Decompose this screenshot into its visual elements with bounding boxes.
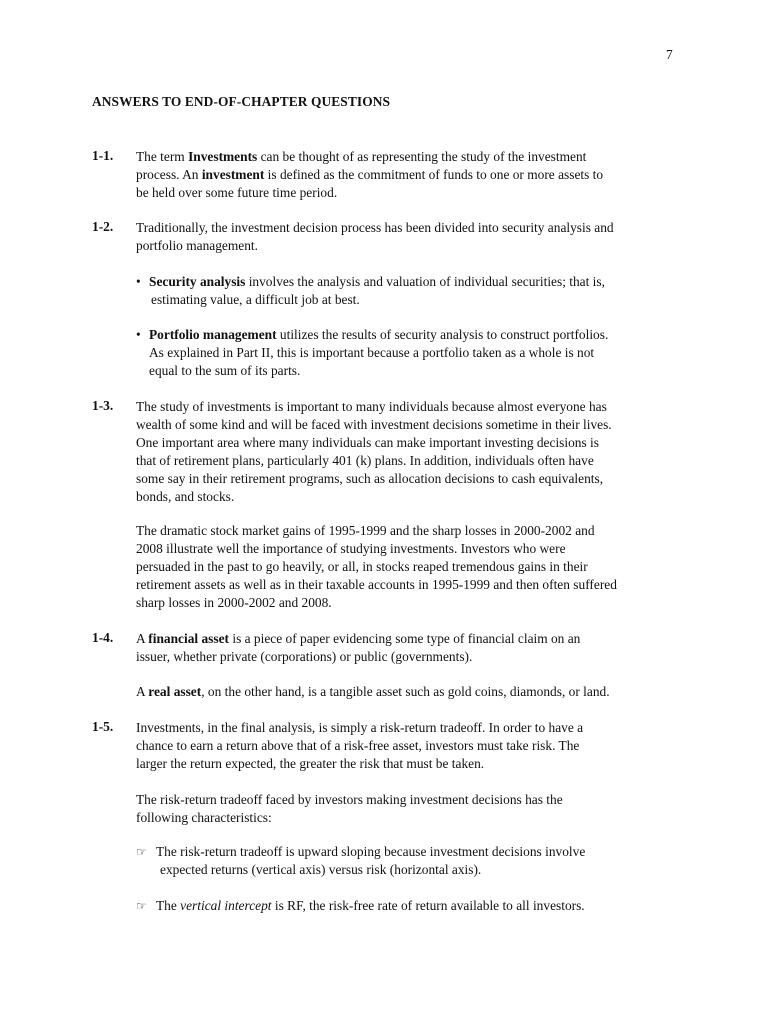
bullet-line: estimating value, a difficult job at best.: [151, 292, 360, 307]
pointing-hand-icon: ☞: [136, 845, 147, 859]
answer-line: A financial asset is a piece of paper evidencing some type of financial claim on an: [136, 631, 581, 646]
answer-1-3-paragraph-2: [136, 522, 696, 612]
answer-line: A real asset, on the other hand, is a tangible asset such as gold coins, diamonds, or land.: [136, 684, 610, 699]
answer-line: The risk-return tradeoff faced by investors making investment decisions has the: [136, 792, 563, 807]
bullet-icon: •: [136, 327, 141, 342]
characteristic-line: ☞ The vertical intercept is RF, the risk-free rate of return available to all investors.: [136, 898, 585, 913]
answer-line: process. An investment is defined as the commitment of funds to one or more assets to: [136, 167, 604, 182]
characteristic-vertical-intercept: [136, 897, 696, 915]
pointing-hand-icon: ☞: [136, 899, 147, 913]
bullet-security-analysis: [136, 273, 696, 309]
term-vertical-intercept: vertical intercept: [180, 898, 272, 913]
answer-line: some say in their retirement programs, such as allocation decisions to cash equivalents,: [136, 471, 604, 486]
answer-line: wealth of some kind and will be faced with investment decisions sometime in their lives.: [136, 417, 612, 432]
section-heading: ANSWERS TO END-OF-CHAPTER QUESTIONS: [92, 94, 391, 109]
term-investment: investment: [201, 167, 265, 182]
question-number-1-5: 1-5.: [92, 719, 114, 734]
question-number-1-2: 1-2.: [92, 219, 114, 234]
page-number: 7: [666, 47, 673, 62]
term-investments: Investments: [188, 149, 258, 164]
answer-line: portfolio management.: [136, 238, 258, 253]
question-number-1-3: 1-3.: [92, 398, 114, 413]
answer-line: sharp losses in 2000-2002 and 2008.: [136, 595, 332, 610]
characteristic-line: expected returns (vertical axis) versus risk (horizontal axis).: [160, 862, 482, 877]
answer-1-1: [136, 148, 696, 202]
bullet-line: • Security analysis involves the analysis and valuation of individual securities; that is,: [136, 274, 605, 289]
bullet-line: • Portfolio management utilizes the results of security analysis to construct portfolios.: [136, 327, 609, 342]
question-number-1-1: 1-1.: [92, 148, 114, 163]
term-financial-asset: financial asset: [148, 631, 229, 646]
answer-1-5-paragraph-1: [136, 719, 696, 773]
bullet-icon: •: [136, 274, 141, 289]
answer-line: The study of investments is important to many individuals because almost everyone has: [136, 399, 607, 414]
answer-line: bonds, and stocks.: [136, 489, 235, 504]
answer-line: larger the return expected, the greater the risk that must be taken.: [136, 756, 485, 771]
answer-1-2: [136, 219, 696, 255]
bullet-portfolio-management: [136, 326, 696, 380]
answer-line: chance to earn a return above that of a risk-free asset, investors must take risk. The: [136, 738, 580, 753]
characteristic-upward-sloping: [136, 843, 696, 879]
answer-line: 2008 illustrate well the importance of studying investments. Investors who were: [136, 541, 566, 556]
term-security-analysis: Security analysis: [149, 274, 246, 289]
term-portfolio-management: Portfolio management: [149, 327, 277, 342]
answer-line: The term Investments can be thought of as representing the study of the investment: [136, 149, 587, 164]
answer-line: issuer, whether private (corporations) or public (governments).: [136, 649, 473, 664]
answer-line: persuaded in the past to go heavily, or all, in stocks reaped tremendous gains in their: [136, 559, 588, 574]
answer-1-4-paragraph-2: [136, 683, 696, 701]
answer-line: retirement assets as well as in their taxable accounts in 1995-1999 and then often suffered: [136, 577, 617, 592]
answer-line: One important area where many individuals can make important investing decisions is: [136, 435, 599, 450]
characteristic-line: ☞ The risk-return tradeoff is upward sloping because investment decisions involve: [136, 844, 586, 859]
answer-line: be held over some future time period.: [136, 185, 338, 200]
bullet-line: equal to the sum of its parts.: [149, 363, 301, 378]
answer-line: Investments, in the final analysis, is simply a risk-return tradeoff. In order to have a: [136, 720, 584, 735]
answer-1-3-paragraph-1: [136, 398, 696, 506]
term-real-asset: real asset: [148, 684, 202, 699]
answer-line: following characteristics:: [136, 810, 272, 825]
answer-1-4-paragraph-1: [136, 630, 696, 666]
answer-line: The dramatic stock market gains of 1995-1999 and the sharp losses in 2000-2002 and: [136, 523, 595, 538]
bullet-line: As explained in Part II, this is important because a portfolio taken as a whole is not: [149, 345, 595, 360]
answer-1-5-paragraph-2: [136, 791, 696, 827]
answer-line: Traditionally, the investment decision process has been divided into security analysis and: [136, 220, 614, 235]
answer-line: that of retirement plans, particularly 401 (k) plans. In addition, individuals often have: [136, 453, 594, 468]
question-number-1-4: 1-4.: [92, 630, 114, 645]
